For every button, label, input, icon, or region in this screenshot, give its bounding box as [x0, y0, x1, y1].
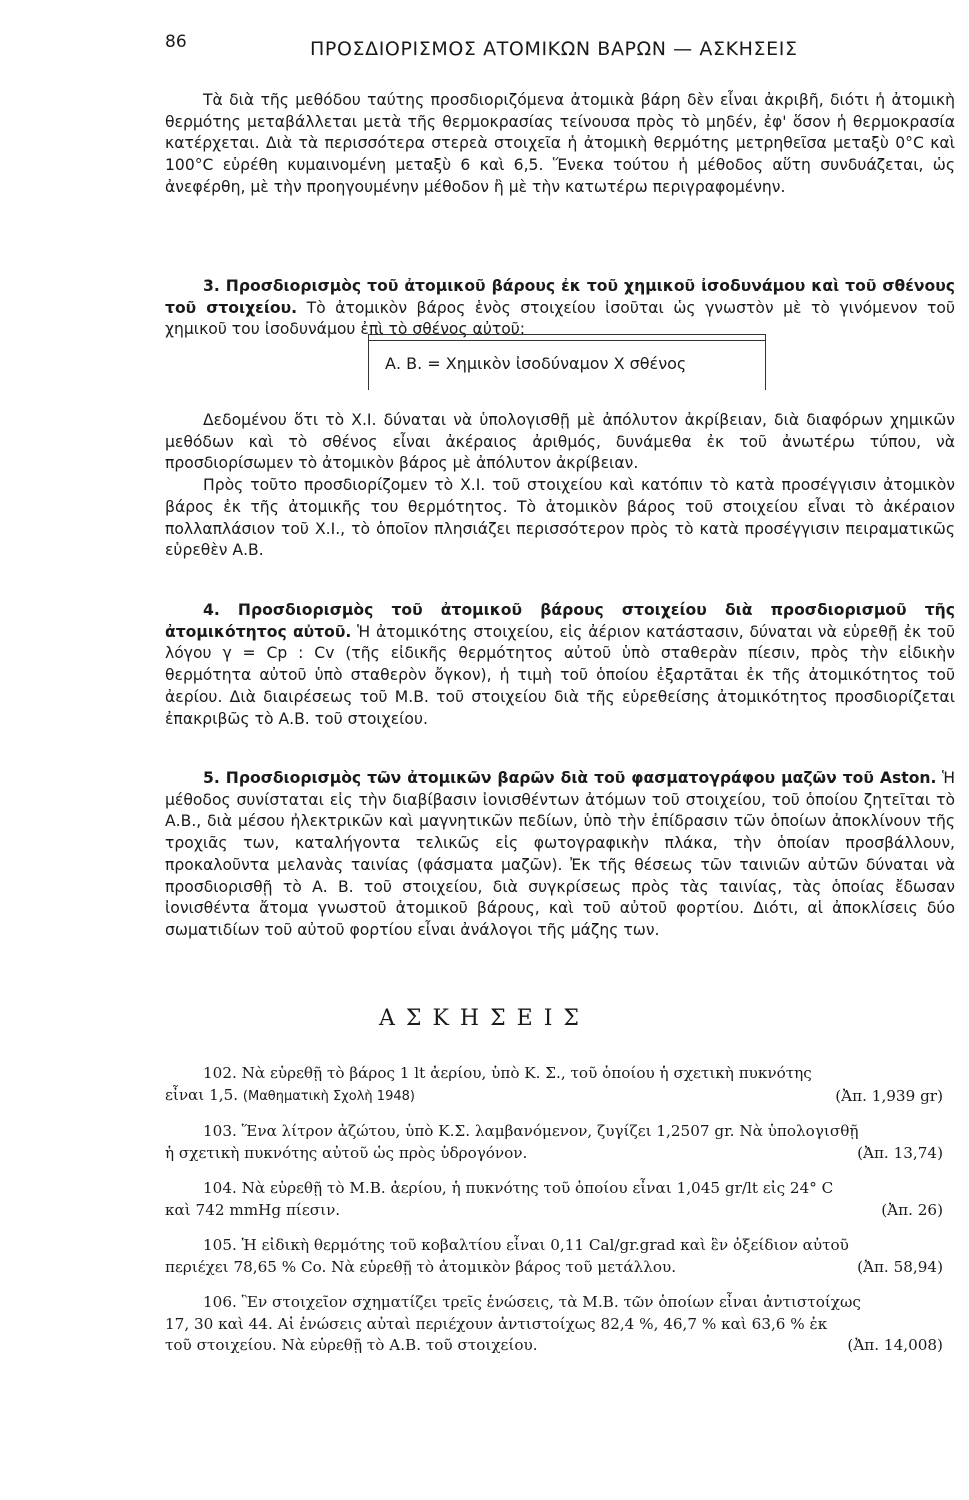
- exercises-list: [165, 1063, 955, 1371]
- exercise-text: εἶναι 1,5.: [165, 1085, 239, 1104]
- exercise-source-note: (Μαθηματικὴ Σχολὴ 1948): [242, 1088, 415, 1104]
- section-3-text: Τὸ ἀτομικὸν βάρος ἑνὸς στοιχείου ἰσοῦται ὡς γνωστὸν μὲ τὸ γινόμενον τοῦ χημικοῦ του ἰσοδυνάμου ἐπὶ τὸ σθένος αὐτοῦ:: [165, 298, 955, 339]
- exercise-answer: (Ἀπ. 1,939 gr): [835, 1086, 943, 1105]
- exercise-line: ἡ σχετικὴ πυκνότης αὐτοῦ ὡς πρὸς ὑδρογόνον.: [165, 1143, 528, 1162]
- exercise-103: [165, 1121, 955, 1164]
- exercise-line: τοῦ στοιχείου. Νὰ εὑρεθῇ τὸ Α.Β. τοῦ στοιχείου.: [165, 1336, 538, 1354]
- exercise-line: 17, 30 καὶ 44. Αἱ ἑνώσεις αὐταὶ περιέχουν ἀντιστοίχως 82,4 %, 46,7 % καὶ 63,6 % ἐκ: [165, 1314, 828, 1333]
- exercise-line: 102. Νὰ εὑρεθῇ τὸ βάρος 1 lt ἀερίου, ὑπὸ Κ. Σ., τοῦ ὁποίου ἡ σχετικὴ πυκνότης: [203, 1064, 812, 1082]
- exercise-answer: (Ἀπ. 13,74): [857, 1143, 943, 1162]
- section-5-heading: 5. Προσδιορισμὸς τῶν ἀτομικῶν βαρῶν διὰ τοῦ φασματογράφου μαζῶν τοῦ Aston.: [203, 769, 937, 787]
- exercise-105: [165, 1235, 955, 1278]
- section-4: [165, 600, 955, 730]
- section-5: [165, 768, 955, 942]
- section-4-paragraph: [165, 600, 955, 730]
- exercises-title: ΑΣΚΗΣΕΙΣ: [379, 1006, 590, 1031]
- paragraph-equivalent: [165, 410, 955, 562]
- section-4-heading: 4. Προσδιορισμὸς τοῦ ἀτομικοῦ βάρους στοιχείου διὰ προσδιορισμοῦ τῆς ἀτομικότητος αὐτοῦ.: [165, 601, 955, 641]
- exercise-line: 106. Ἓν στοιχεῖον σχηματίζει τρεῖς ἑνώσεις, τὰ Μ.Β. τῶν ὁποίων εἶναι ἀντιστοίχως: [203, 1293, 861, 1311]
- section-3: [165, 276, 955, 341]
- formula-box: [368, 334, 766, 390]
- page-number: 86: [165, 32, 187, 52]
- paragraph-text: Δεδομένου ὅτι τὸ Χ.Ι. δύναται νὰ ὑπολογισθῇ μὲ ἀπόλυτον ἀκρίβειαν, διὰ διαφόρων χημικῶν μεθόδων καὶ τὸ σθένος εἶναι ἀκέραιος ἀριθμός, δυνάμεθα ἐκ τοῦ ἀνωτέρω τύπου, νὰ προσδιορίσωμεν τὸ ἀτομικὸν βάρος μὲ ἀπόλυτον ἀκρίβειαν.: [165, 411, 955, 473]
- exercise-line: καὶ 742 mmHg πίεσιν.: [165, 1200, 341, 1219]
- exercise-answer: (Ἀπ. 26): [881, 1200, 943, 1219]
- section-5-text: Ἡ μέθοδος συνίσταται εἰς τὴν διαβίβασιν ἰονισθέντων ἀτόμων τοῦ στοιχείου, τοῦ ὁποίου ζητεῖται τὸ Α.Β., διὰ μέσου ἠλεκτρικῶν καὶ μαγνητικῶν πεδίων, ὑπὸ τὴν ἐπίδρασιν τῶν ὁποίων ἀποκλίνουν τῆς τροχιᾶς των, καταλήγοντα τελικῶς εἰς φωτογραφικὴν πλάκα, τὴν ὁποίαν προσβάλλουν, προκαλοῦντα μελανὰς ταινίας (φάσματα μαζῶν). Ἐκ τῆς θέσεως τῶν ταινιῶν αὐτῶν δύναται νὰ προσδιορισθῇ τὸ Α. Β. τοῦ στοιχείου, διὰ συγκρίσεως πρὸς τὰς ταινίας, τὰς ὁποίας ἔδωσαν ἰονισθέντα ἄτομα γνωστοῦ ἀτομικοῦ βάρους, καὶ τοῦ αὐτοῦ φορτίου. Διότι, αἱ ἀποκλίσεις δύο σωματιδίων τοῦ αὐτοῦ φορτίου εἶναι ἀνάλογοι τῆς μάζης των.: [165, 769, 955, 939]
- exercise-106: [165, 1292, 955, 1357]
- paragraph-atomic-heat: [165, 90, 955, 199]
- paragraph-text: Πρὸς τοῦτο προσδιορίζομεν τὸ Χ.Ι. τοῦ στοιχείου καὶ κατόπιν τὸ κατὰ προσέγγισιν ἀτομικὸν βάρος ἐκ τῆς ἀτομικῆς του θερμότητος. Τὸ ἀτομικὸν βάρος τοῦ στοιχείου εἶναι τὸ ἀκέραιον πολλαπλάσιον τοῦ Χ.Ι., τὸ ὁποῖον πλησιάζει περισσότερον πρὸς τὸ κατὰ προσέγγισιν πειραματικῶς εὑρεθὲν Α.Β.: [165, 476, 955, 560]
- exercise-line: περιέχει 78,65 % Co. Νὰ εὑρεθῇ τὸ ἀτομικὸν βάρος τοῦ μετάλλου.: [165, 1257, 677, 1276]
- running-head: ΠΡΟΣΔΙΟΡΙΣΜΟΣ ΑΤΟΜΙΚΩΝ ΒΑΡΩΝ — ΑΣΚΗΣΕΙΣ: [310, 38, 798, 60]
- formula: Α. Β. = Χημικὸν ἰσοδύναμον Χ σθένος: [385, 354, 687, 373]
- exercise-104: [165, 1178, 955, 1221]
- exercise-answer: (Ἀπ. 58,94): [857, 1257, 943, 1276]
- paragraph-text: Τὰ διὰ τῆς μεθόδου ταύτης προσδιοριζόμενα ἀτομικὰ βάρη δὲν εἶναι ἀκριβῆ, διότι ἡ ἀτομικὴ θερμότης μεταβάλλεται μετὰ τῆς θερμοκρασίας τείνουσα πρὸς τὸ μηδέν, ἐφ' ὅσον ἡ θερμοκρασία κατέρχεται. Διὰ τὰ περισσότερα στερεὰ στοιχεῖα ἡ ἀτομικὴ θερμότης μετρηθεῖσα μεταξὺ 0°C καὶ 100°C εὑρέθη κυμαινομένη μεταξὺ 6 καὶ 6,5. Ἕνεκα τούτου ἡ μέθοδος αὕτη συνδυάζεται, ὡς ἀνεφέρθη, μὲ τὴν προηγουμένην μέθοδον ἢ μὲ τὴν κατωτέρω περιγραφομένην.: [165, 91, 955, 196]
- section-4-text: Ἡ ἀτομικότης στοιχείου, εἰς ἀέριον κατάστασιν, δύναται νὰ εὑρεθῇ ἐκ τοῦ λόγου γ = Cp : Cv (τῆς εἰδικῆς θερμότητος αὐτοῦ ὑπὸ σταθερὰν πίεσιν, πρὸς τὴν εἰδικὴν θερμότητα αὐτοῦ ὑπὸ σταθερὸν ὄγκον), ἡ τιμὴ τοῦ ὁποίου ἐξαρτᾶται ἐκ τῆς ἀτομικότητος τοῦ ἀερίου. Διὰ διαιρέσεως τοῦ Μ.Β. τοῦ στοιχείου διὰ τῆς εὑρεθείσης ἀτομικότητος προσδιορίζεται ἐπακριβῶς τὸ Α.Β. τοῦ στοιχείου.: [165, 622, 955, 728]
- exercise-line: 103. Ἕνα λίτρον ἀζώτου, ὑπὸ Κ.Σ. λαμβανόμενον, ζυγίζει 1,2507 gr. Νὰ ὑπολογισθῇ: [203, 1122, 859, 1140]
- section-3-heading: 3. Προσδιορισμὸς τοῦ ἀτομικοῦ βάρους ἐκ τοῦ χημικοῦ ἰσοδυνάμου καὶ τοῦ σθένους τοῦ στοιχείου.: [165, 277, 955, 317]
- exercise-line: 104. Νὰ εὑρεθῇ τὸ Μ.Β. ἀερίου, ἡ πυκνότης τοῦ ὁποίου εἶναι 1,045 gr/lt εἰς 24° C: [203, 1179, 834, 1197]
- exercise-line: 105. Ἡ εἰδικὴ θερμότης τοῦ κοβαλτίου εἶναι 0,11 Cal/gr.grad καὶ ἓν ὀξείδιον αὐτοῦ: [203, 1236, 849, 1254]
- section-3-paragraph: [165, 276, 955, 341]
- exercise-answer: (Ἀπ. 14,008): [847, 1336, 943, 1354]
- section-5-paragraph: [165, 768, 955, 942]
- exercise-102: [165, 1063, 955, 1107]
